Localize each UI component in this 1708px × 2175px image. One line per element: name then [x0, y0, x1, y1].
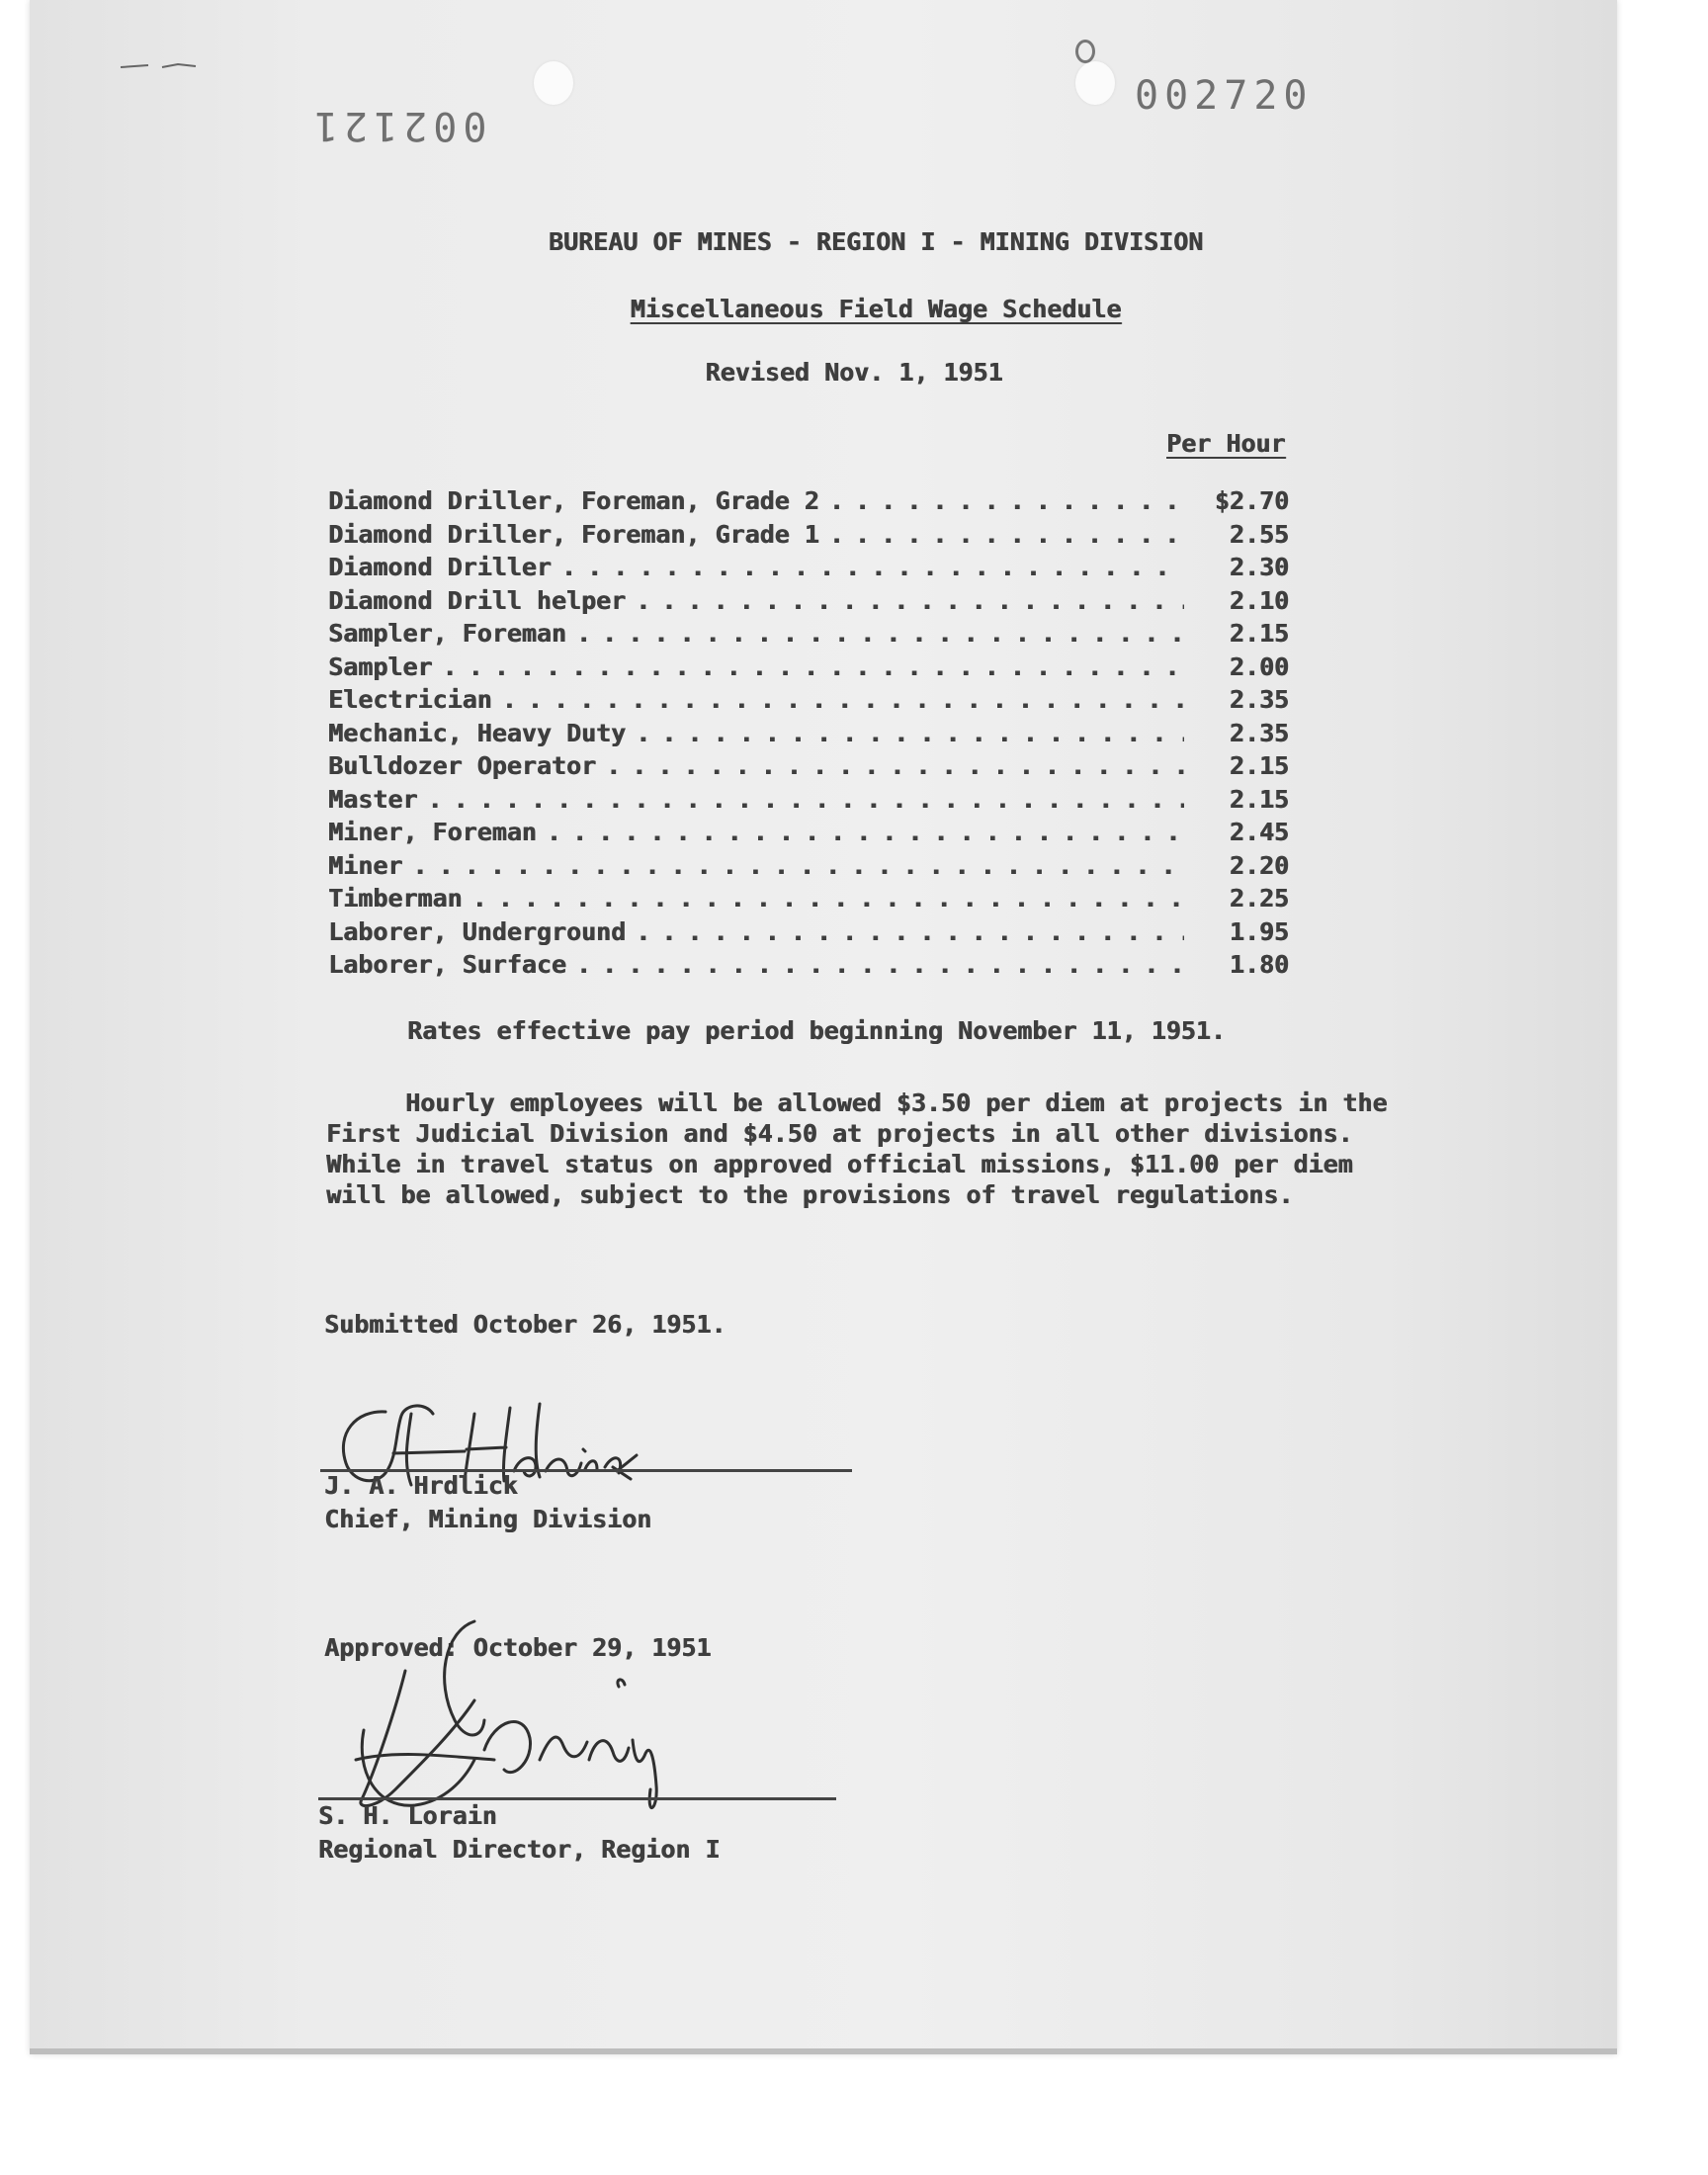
dot-leader	[636, 719, 1184, 747]
rate-label: Laborer, Underground	[328, 916, 627, 946]
rate-value: 2.15	[1229, 751, 1289, 780]
rate-value: 2.35	[1229, 685, 1289, 714]
rate-row	[328, 520, 1289, 554]
dot-leader	[829, 520, 1184, 549]
dot-leader	[412, 851, 1184, 880]
rate-value: 2.35	[1229, 718, 1289, 747]
rate-row	[328, 818, 1289, 851]
file-stamp-right: 002720	[1135, 73, 1314, 119]
pen-mark	[119, 61, 208, 71]
bureau-heading: BUREAU OF MINES - REGION I - MINING DIVISION	[548, 227, 1204, 256]
rate-label: Electrician	[328, 685, 492, 714]
dot-leader	[442, 652, 1184, 681]
rate-value: 2.25	[1229, 884, 1289, 913]
wage-rate-table	[328, 486, 1289, 984]
rate-value: 1.80	[1229, 950, 1289, 979]
rate-row	[328, 553, 1289, 586]
effective-note: Rates effective pay period beginning November 11, 1951.	[407, 1016, 1226, 1045]
staple-mark	[1075, 40, 1095, 63]
rate-row	[328, 586, 1289, 620]
rate-row	[328, 685, 1289, 719]
rate-value: 2.20	[1229, 850, 1289, 880]
file-stamp-left: 002121	[308, 103, 487, 148]
dot-leader	[829, 486, 1184, 515]
rate-value: 2.10	[1229, 585, 1289, 615]
rate-row	[328, 950, 1289, 984]
punch-hole-left	[534, 61, 573, 105]
signatory-2-name: S. H. Lorain	[318, 1801, 497, 1830]
document-title: Miscellaneous Field Wage Schedule	[630, 295, 1122, 323]
rate-label: Diamond Driller, Foreman, Grade 1	[328, 519, 819, 549]
rate-label: Timberman	[328, 884, 463, 913]
rate-row	[328, 851, 1289, 885]
dot-leader	[636, 917, 1184, 946]
dot-leader	[576, 619, 1184, 648]
rate-label: Sampler	[328, 652, 433, 681]
dot-leader	[561, 553, 1184, 581]
dot-leader	[636, 586, 1184, 615]
rate-value: 2.15	[1229, 619, 1289, 648]
rate-label: Diamond Driller	[328, 553, 552, 581]
dot-leader	[471, 884, 1184, 913]
rate-value: 1.95	[1229, 916, 1289, 946]
rate-label: Laborer, Surface	[328, 950, 566, 979]
rate-row	[328, 619, 1289, 652]
rate-value: 2.00	[1229, 652, 1289, 681]
rate-row	[328, 751, 1289, 785]
rate-label: Master	[328, 784, 418, 814]
rate-value: 2.45	[1229, 818, 1289, 846]
dot-leader	[502, 685, 1184, 714]
rate-row	[328, 719, 1289, 752]
rate-label: Bulldozer Operator	[328, 751, 596, 780]
rate-label: Mechanic, Heavy Duty	[328, 718, 627, 747]
rate-row	[328, 917, 1289, 951]
submitted-date: Submitted October 26, 1951.	[324, 1310, 726, 1339]
rate-value: 2.55	[1229, 519, 1289, 549]
signature-line-2	[318, 1797, 836, 1800]
dot-leader	[427, 785, 1184, 814]
signatory-1-name: J. A. Hrdlick	[324, 1471, 518, 1500]
rate-value: 2.30	[1229, 553, 1289, 581]
rate-value: $2.70	[1214, 486, 1289, 515]
signatory-2-title: Regional Director, Region I	[318, 1835, 721, 1864]
approved-date: Approved: October 29, 1951	[324, 1633, 712, 1662]
rate-row	[328, 652, 1289, 686]
signatory-1-title: Chief, Mining Division	[324, 1505, 652, 1533]
per-hour-heading: Per Hour	[1166, 429, 1286, 458]
dot-leader	[606, 751, 1184, 780]
rate-label: Diamond Driller, Foreman, Grade 2	[328, 486, 819, 515]
rate-label: Sampler, Foreman	[328, 619, 566, 648]
revised-date: Revised Nov. 1, 1951	[705, 358, 1003, 387]
per-diem-paragraph: Hourly employees will be allowed $3.50 per diem at projects in the First Judicial Division and $4.50 at projects in all other divisions. While in travel status on approved official missions, $11.00 per diem will be allowed, subject to the provisions of travel regulations.	[326, 1088, 1388, 1209]
punch-hole-right	[1075, 61, 1115, 105]
rate-label: Miner	[328, 850, 403, 880]
rate-row	[328, 785, 1289, 819]
dot-leader	[547, 818, 1184, 846]
rate-row	[328, 884, 1289, 917]
rate-row	[328, 486, 1289, 520]
rate-value: 2.15	[1229, 784, 1289, 814]
dot-leader	[576, 950, 1184, 979]
rate-label: Diamond Drill helper	[328, 585, 627, 615]
rate-label: Miner, Foreman	[328, 818, 537, 846]
